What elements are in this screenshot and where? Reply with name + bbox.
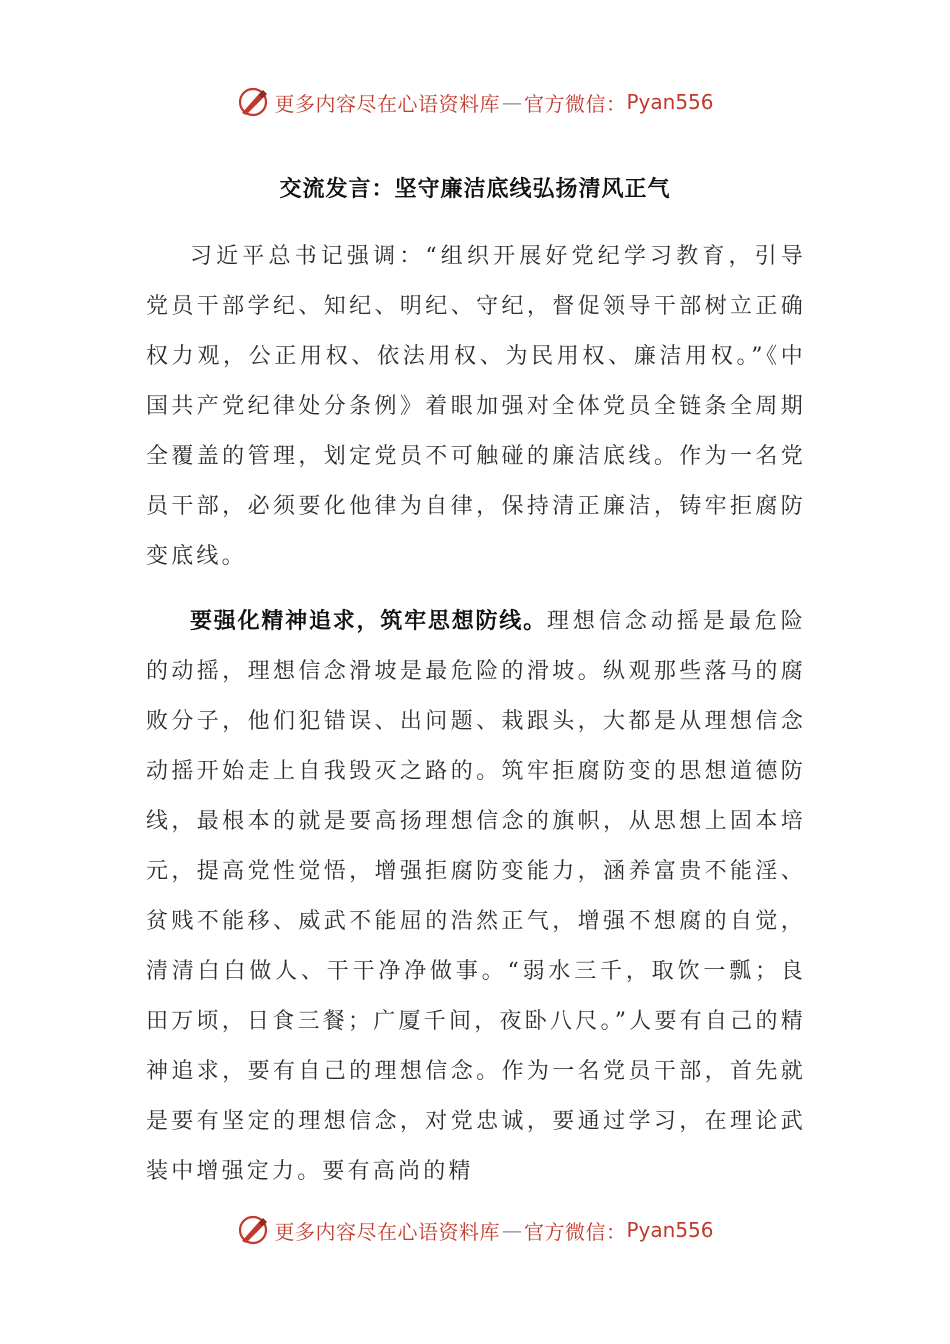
banner-wechat-id: Pyan556 xyxy=(626,90,714,114)
paragraph-1 xyxy=(146,232,806,582)
paragraph-2 xyxy=(146,596,806,1197)
banner-label: 官方微信： xyxy=(523,1219,627,1244)
header-banner xyxy=(0,82,950,122)
pen-nib-logo-icon xyxy=(236,1213,270,1247)
footer-banner xyxy=(0,1210,950,1250)
banner-dash: — xyxy=(501,1218,522,1242)
banner-text: 更多内容尽在心语资料库 xyxy=(274,1219,500,1244)
paragraph-1-body: 习近平总书记强调：“组织开展好党纪学习教育，引导党员干部学纪、知纪、明纪、守纪，督促领导干部树立正确权力观，公正用权、依法用权、为民用权、廉洁用权。”《中国共产党纪律处分条例》着眼加强对全体党员全链条全周期全覆盖的管理，划定党员不可触碰的廉洁底线。作为一名党员干部，必须要化他律为自律，保持清正廉洁，铸牢拒腐防变底线。 xyxy=(146,244,806,569)
paragraph-2-lead: 要强化精神追求，筑牢思想防线。 xyxy=(190,608,547,634)
banner-wechat-id: Pyan556 xyxy=(626,1218,714,1242)
banner-dash: — xyxy=(501,90,522,114)
paragraph-2-body: 理想信念动摇是最危险的动摇，理想信念滑坡是最危险的滑坡。纵观那些落马的腐败分子，他们犯错误、出问题、栽跟头，大都是从理想信念动摇开始走上自我毁灭之路的。筑牢拒腐防变的思想道德防线，最根本的就是要高扬理想信念的旗帜，从思想上固本培元，提高党性觉悟，增强拒腐防变能力，涵养富贵不能淫、贫贱不能移、威武不能屈的浩然正气，增强不想腐的自觉，清清白白做人、干干净净做事。“弱水三千，取饮一瓢；良田万顷，日食三餐；广厦千间，夜卧八尺。”人要有自己的精神追求，要有自己的理想信念。作为一名党员干部，首先就是要有坚定的理想信念，对党忠诚，要通过学习，在理论武装中增强定力。要有高尚的精 xyxy=(146,609,806,1184)
document-title: 交流发言：坚守廉洁底线弘扬清风正气 xyxy=(279,176,671,202)
pen-nib-logo-icon xyxy=(236,85,270,119)
banner-text: 更多内容尽在心语资料库 xyxy=(274,91,500,116)
banner-label: 官方微信： xyxy=(523,91,627,116)
document-body xyxy=(146,232,806,1197)
